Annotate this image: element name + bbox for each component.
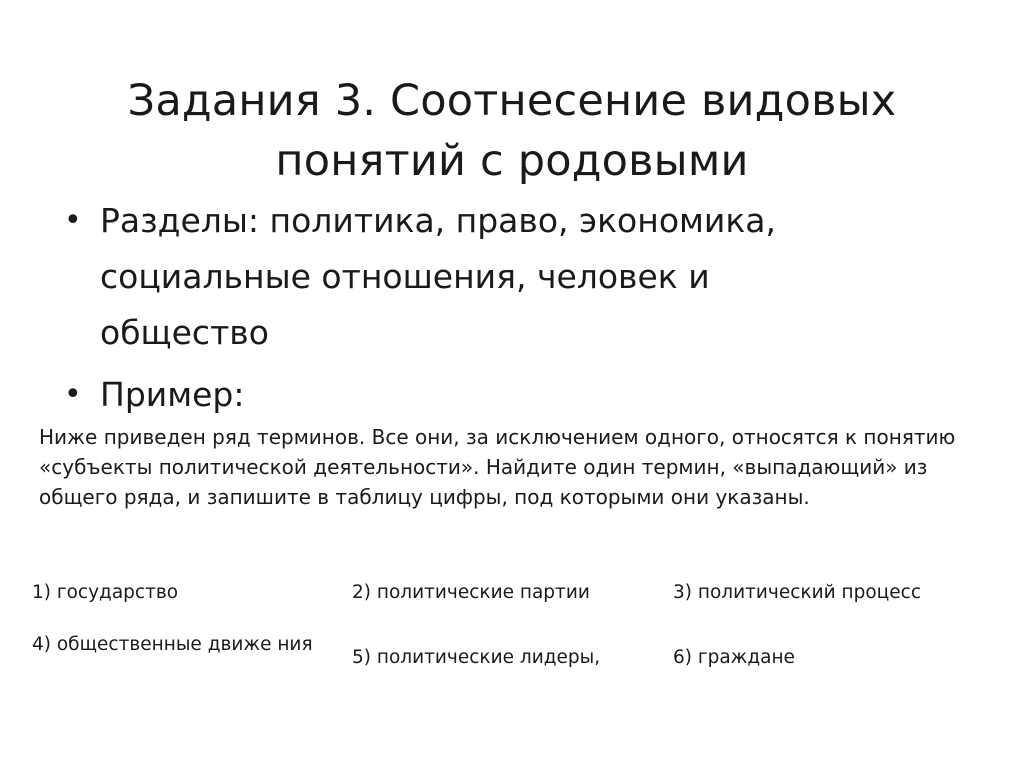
option-5: 5) политические лидеры, <box>352 647 601 668</box>
bullet-list <box>64 193 964 429</box>
option-1: 1) государство <box>32 582 179 603</box>
bullet-text-sections: Разделы: политика, право, экономика, социальные отношения, человек и общество <box>100 201 777 352</box>
option-4: 4) общественные движе ния <box>32 634 313 655</box>
option-6: 6) граждане <box>673 647 795 668</box>
option-2: 2) политические партии <box>352 582 590 603</box>
bullet-marker: • <box>64 377 82 412</box>
slide-title: Задания 3. Соотнесение видовых понятий с родовыми <box>127 75 897 186</box>
task-question: Ниже приведен ряд терминов. Все они, за исключением одного, относятся к понятию «субъекты политической деятельности». Найдите один термин, «выпадающий» из общего ряда, и запишите в таблицу цифры, под которыми они указаны. <box>39 425 956 509</box>
option-3: 3) политический процесс <box>673 582 921 603</box>
bullet-item-sections <box>64 193 964 361</box>
bullet-item-example <box>64 367 964 423</box>
bullet-marker: • <box>64 203 82 238</box>
bullet-text-example: Пример: <box>100 375 245 414</box>
